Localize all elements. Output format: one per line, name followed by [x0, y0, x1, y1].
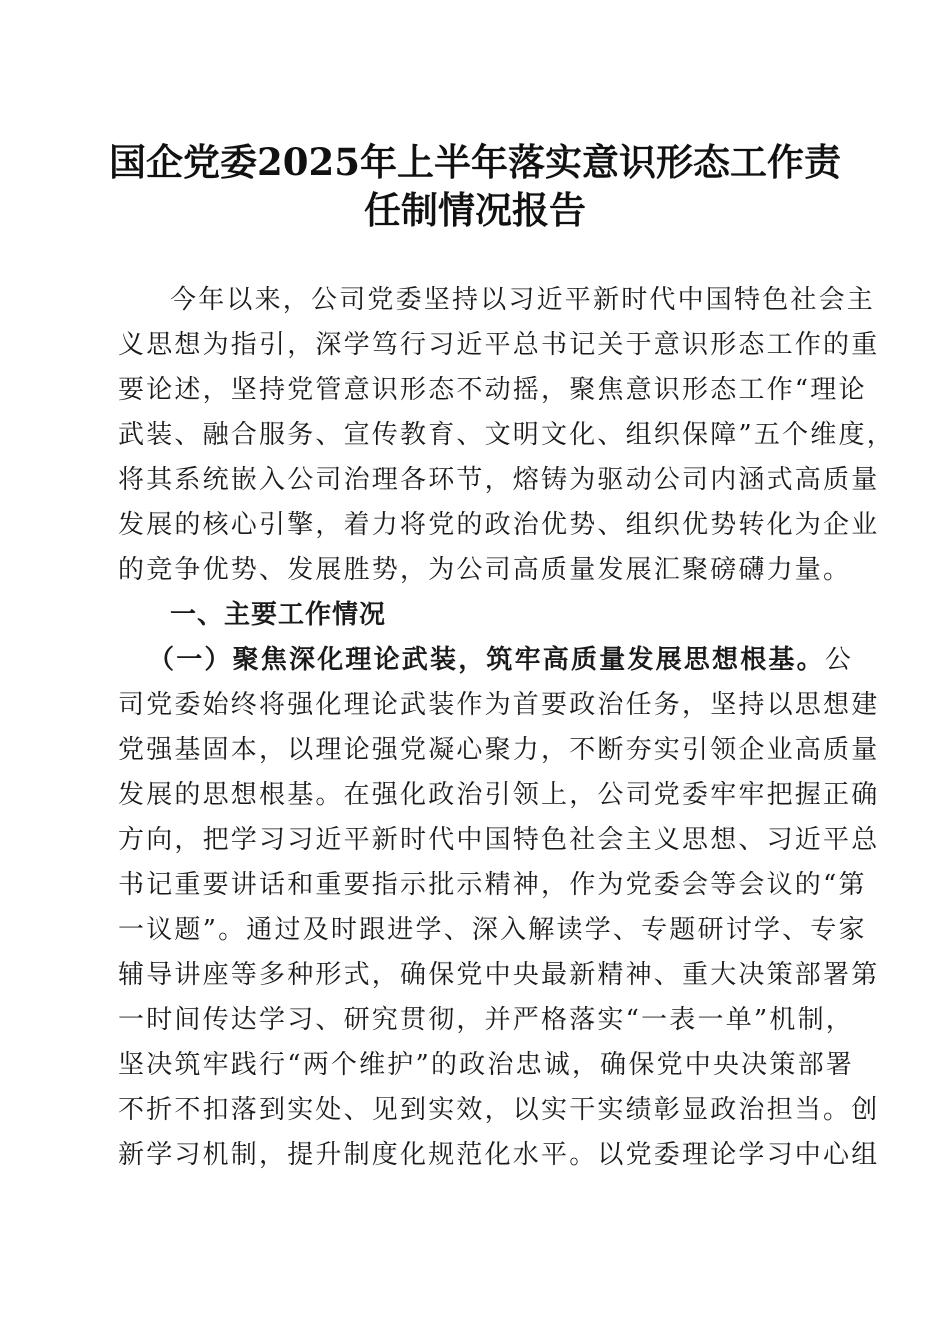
subsection-first-line-rest: 公 — [824, 645, 854, 675]
paragraph-line: 一议题”。通过及时跟进学、深入解读学、专题研讨学、专家 — [118, 915, 867, 945]
paragraph-line: 党强基固本，以理论强党凝心聚力，不断夯实引领企业高质量 — [118, 735, 880, 765]
paragraph-line: 义思想为指引，深学笃行习近平总书记关于意识形态工作的重 — [118, 330, 880, 360]
paragraph-line: 不折不扣落到实处、见到实效，以实干实绩彰显政治担当。创 — [118, 1095, 880, 1125]
paragraph-line: 今年以来，公司党委坚持以习近平新时代中国特色社会主 — [170, 285, 876, 315]
paragraph-line: 辅导讲座等多种形式，确保党中央最新精神、重大决策部署第 — [118, 960, 880, 990]
subsection-heading: （一）聚焦深化理论武装，筑牢高质量发展思想根基。 — [148, 645, 825, 675]
paragraph-line: 发展的思想根基。在强化政治引领上，公司党委牢牢把握正确 — [118, 780, 880, 810]
paragraph-line: 要论述，坚持党管意识形态不动摇，聚焦意识形态工作“理论 — [118, 375, 867, 405]
paragraph-line: 一时间传达学习、研究贯彻，并严格落实“一表一单”机制， — [118, 1005, 854, 1035]
paragraph-line: 发展的核心引擎，着力将党的政治优势、组织优势转化为企业 — [118, 510, 880, 540]
paragraph-line: 司党委始终将强化理论武装作为首要政治任务，坚持以思想建 — [118, 690, 880, 720]
paragraph-line: 方向，把学习习近平新时代中国特色社会主义思想、习近平总 — [118, 825, 880, 855]
document-body — [118, 278, 895, 1178]
subsection-first-line — [118, 638, 854, 683]
paragraph-line: 书记重要讲话和重要指示批示精神，作为党委会等会议的“第 — [118, 870, 867, 900]
paragraph-line: 坚决筑牢践行“两个维护”的政治忠诚，确保党中央决策部署 — [118, 1050, 854, 1080]
paragraph-line: 新学习机制，提升制度化规范化水平。以党委理论学习中心组 — [118, 1140, 880, 1170]
paragraph-line: 将其系统嵌入公司治理各环节，熔铸为驱动公司内涵式高质量 — [118, 465, 880, 495]
paragraph-line: 武装、融合服务、宣传教育、文明文化、组织保障”五个维度， — [118, 420, 895, 450]
section-heading: 一、主要工作情况 — [170, 600, 387, 630]
title-line-1: 国企党委2025年上半年落实意识形态工作责 — [109, 140, 841, 184]
title-line-2: 任制情况报告 — [364, 188, 586, 232]
paragraph-line: 的竞争优势、发展胜势，为公司高质量发展汇聚磅礴力量。 — [118, 555, 852, 585]
document-title — [100, 138, 850, 234]
